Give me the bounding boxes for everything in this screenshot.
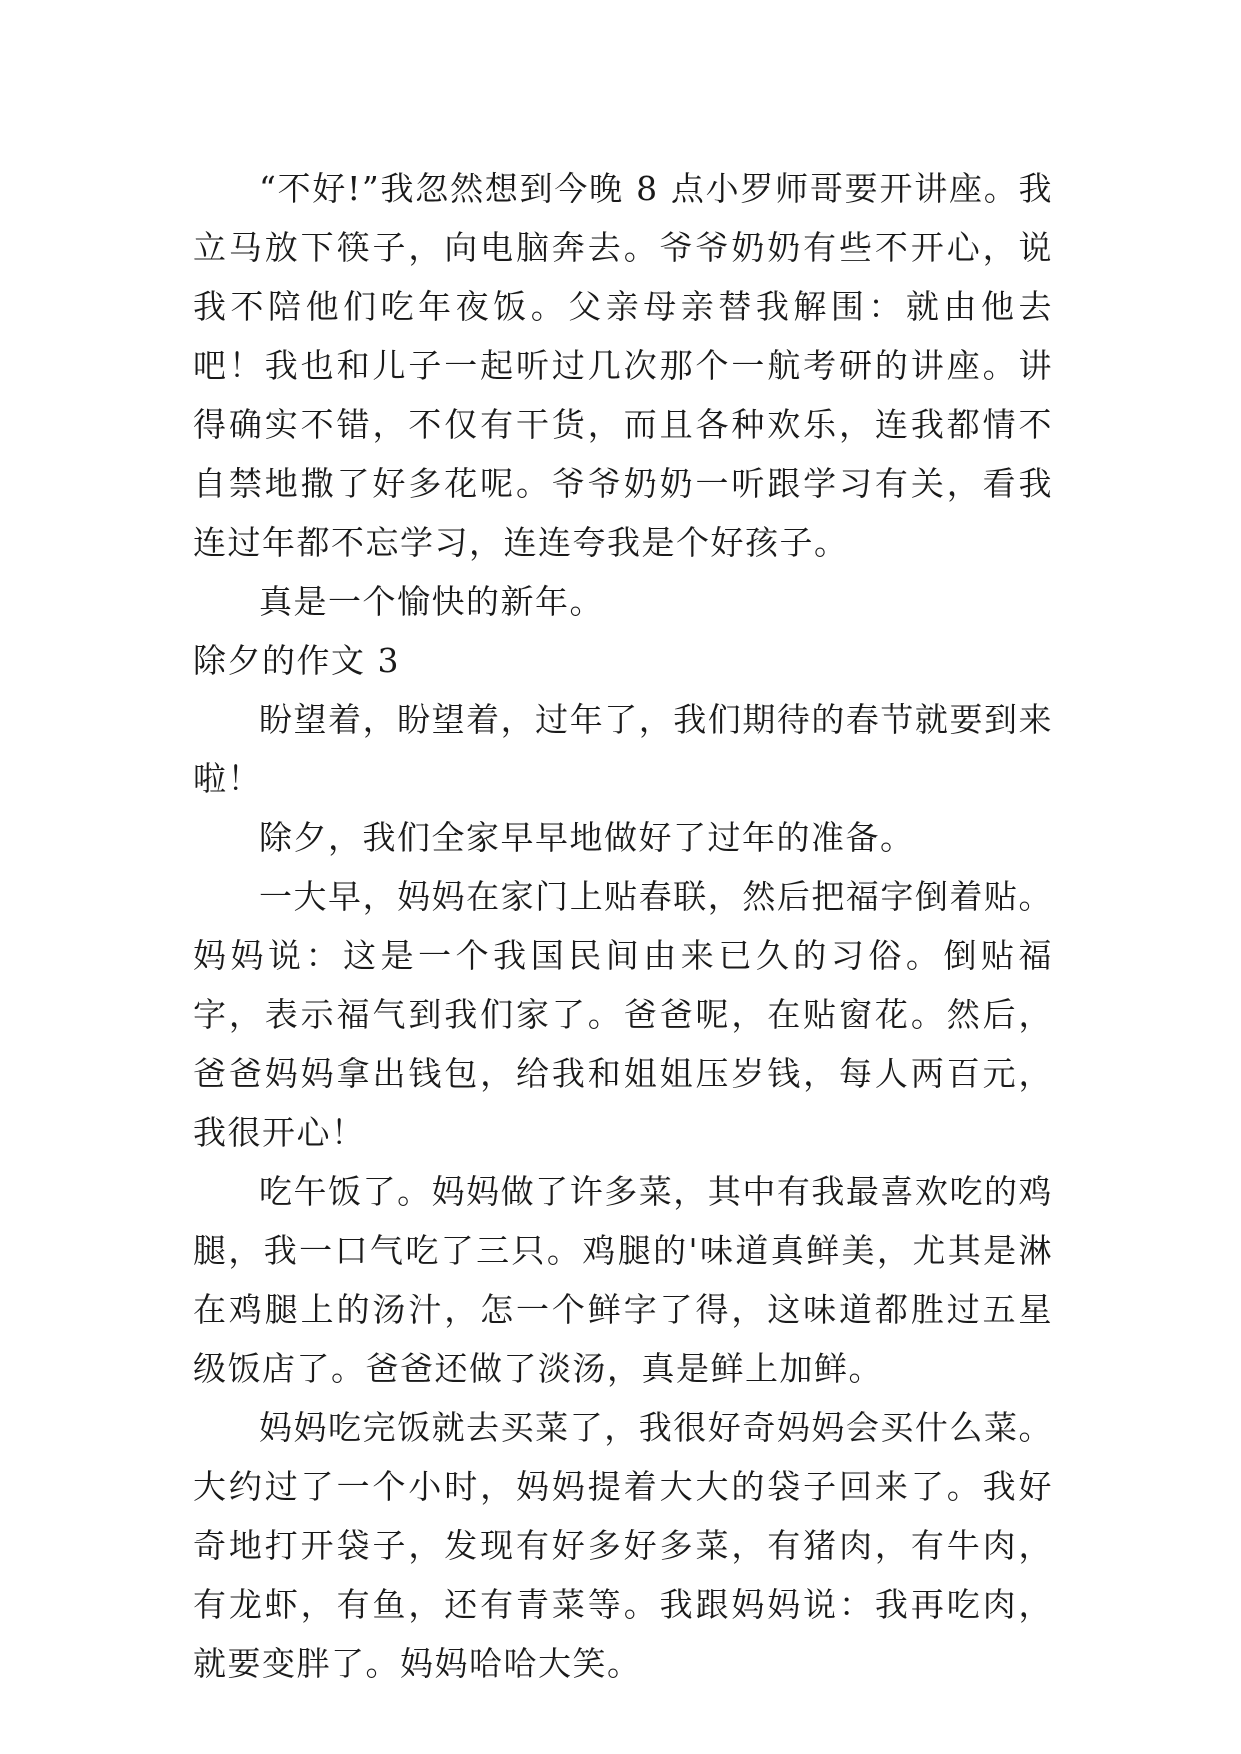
paragraph: “不好!”我忽然想到今晚 8 点小罗师哥要开讲座。我立马放下筷子，向电脑奔去。爷爷奶奶有些不开心，说我不陪他们吃年夜饭。父亲母亲替我解围：就由他去吧！我也和儿子一起听过几次那个一航考研的讲座。讲得确实不错，不仅有干货，而且各种欢乐，连我都情不自禁地撒了好多花呢。爷爷奶奶一听跟学习有关，看我连过年都不忘学习，连连夸我是个好孩子。 xyxy=(193,169,1053,562)
paragraph: 盼望着，盼望着，过年了，我们期待的春节就要到来啦！ xyxy=(193,700,1053,798)
paragraph: 妈妈吃完饭就去买菜了，我很好奇妈妈会买什么菜。大约过了一个小时，妈妈提着大大的袋子回来了。我好奇地打开袋子，发现有好多好多菜，有猪肉，有牛肉，有龙虾，有鱼，还有青菜等。我跟妈妈说：我再吃肉，就要变胖了。妈妈哈哈大笑。 xyxy=(193,1408,1053,1683)
paragraph: 一大早，妈妈在家门上贴春联，然后把福字倒着贴。妈妈说：这是一个我国民间由来已久的习俗。倒贴福字，表示福气到我们家了。爸爸呢，在贴窗花。然后，爸爸妈妈拿出钱包，给我和姐姐压岁钱，每人两百元，我很开心！ xyxy=(193,877,1053,1152)
document-body xyxy=(193,159,1053,1693)
paragraph: 除夕，我们全家早早地做好了过年的准备。 xyxy=(259,818,915,857)
paragraph: 真是一个愉快的新年。 xyxy=(259,582,604,621)
section-heading: 除夕的作文 3 xyxy=(193,641,400,680)
paragraph: 吃午饭了。妈妈做了许多菜，其中有我最喜欢吃的鸡腿，我一口气吃了三只。鸡腿的'味道真鲜美，尤其是淋在鸡腿上的汤汁，怎一个鲜字了得，这味道都胜过五星级饭店了。爸爸还做了淡汤，真是鲜上加鲜。 xyxy=(193,1172,1053,1388)
